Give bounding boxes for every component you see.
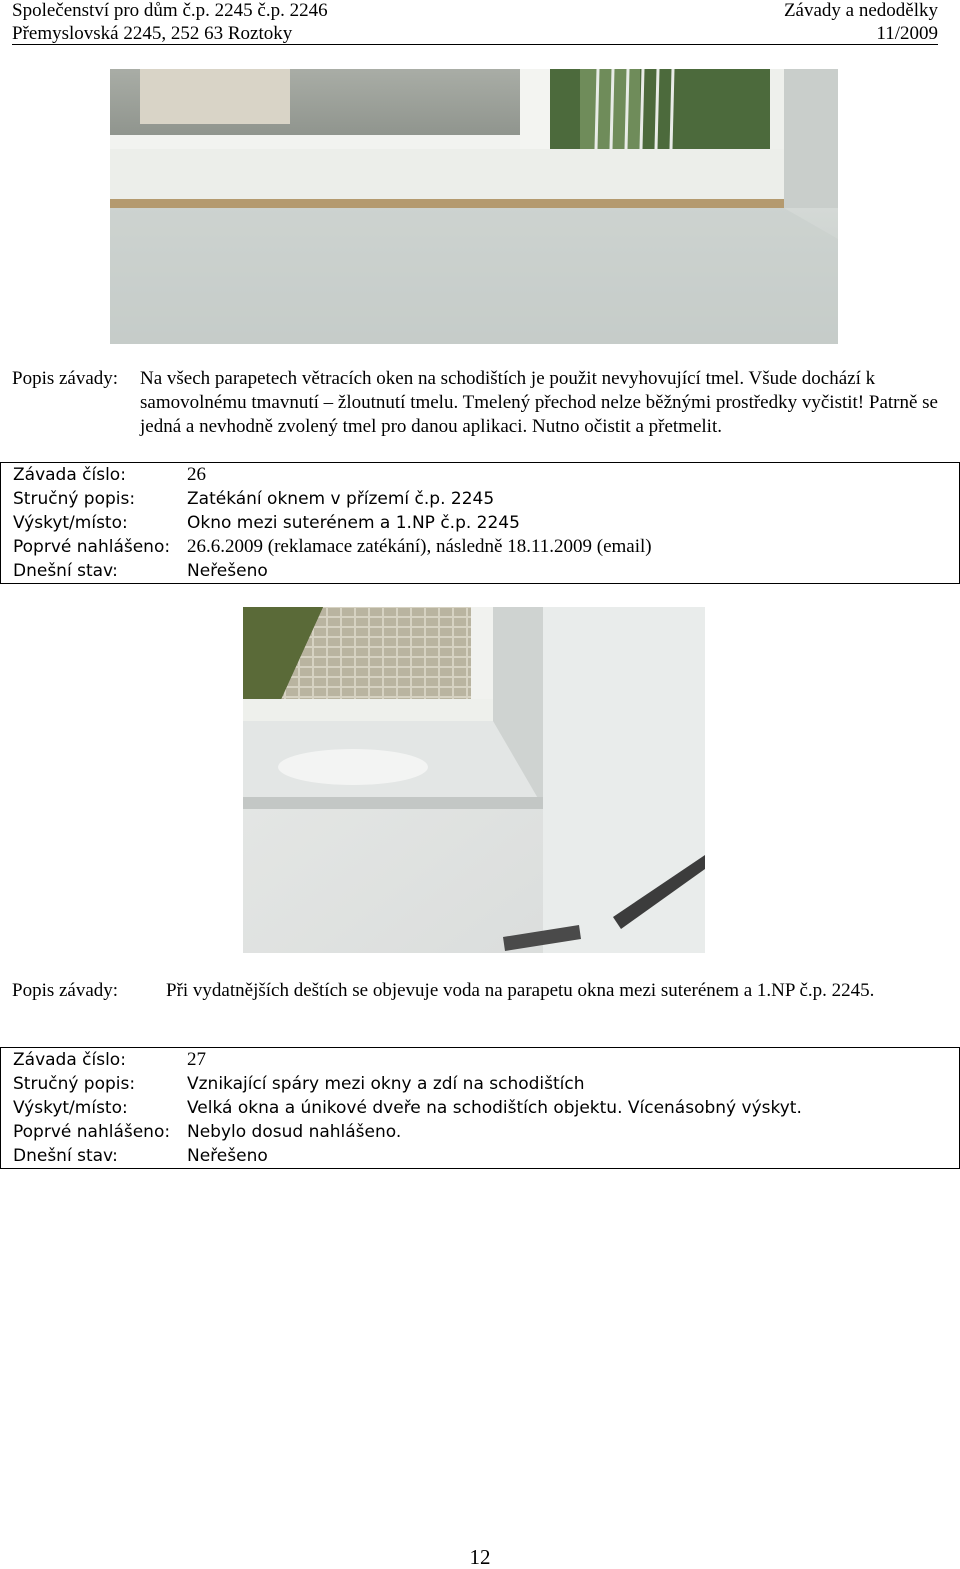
table-row (1, 1072, 960, 1096)
table-row (1, 1144, 960, 1169)
defect-table-27 (0, 1047, 960, 1169)
description-text: Při vydatnějších deštích se objevuje voda na parapetu okna mezi suterénem a 1.NP č.p. 2245. (166, 980, 875, 1001)
row-value: Velká okna a únikové dveře na schodištích objektu. Vícenásobný výskyt. (187, 1098, 802, 1118)
table-row (1, 559, 960, 584)
table-row (1, 1120, 960, 1144)
description-label: Popis závady: (12, 368, 119, 389)
defect-description-25 (12, 367, 938, 439)
row-key: Závada číslo: (13, 1050, 126, 1070)
row-value: 26.6.2009 (reklamace zatékání), následně 18.11.2009 (email) (187, 536, 652, 557)
table-row (1, 511, 960, 535)
row-value: Nebylo dosud nahlášeno. (187, 1122, 402, 1142)
row-value: Vznikající spáry mezi okny a zdí na schodištích (187, 1074, 585, 1094)
row-key: Dnešní stav: (13, 561, 118, 581)
table-row (1, 1096, 960, 1120)
description-text: Na všech parapetech větracích oken na schodištích je použit nevyhovující tmel. Všude dochází k samovolnému tmavnutí – žloutnutí tmelu. Tmelený přechod nelze běžnými prostředky vyčistit! Patrně se jedná a nevhodně zvolený tmel pro danou aplikaci. Nutno očistit a přetmelit. (140, 368, 938, 437)
row-key: Závada číslo: (13, 465, 126, 485)
row-key: Poprvé nahlášeno: (13, 1122, 171, 1142)
row-value: Zatékání oknem v přízemí č.p. 2245 (187, 489, 495, 509)
page-number: 12 (469, 1545, 491, 1569)
defect-description-26 (12, 979, 938, 1003)
photo-window-sill-sealant (110, 69, 838, 344)
row-key: Poprvé nahlášeno: (13, 537, 171, 557)
table-row (1, 487, 960, 511)
table-row (1, 535, 960, 559)
photo-window-water-leak (243, 607, 705, 953)
description-label: Popis závady: (12, 980, 119, 1001)
defect-table-26 (0, 462, 960, 584)
row-value: 27 (187, 1049, 206, 1070)
row-key: Výskyt/místo: (13, 513, 128, 533)
row-value: Okno mezi suterénem a 1.NP č.p. 2245 (187, 513, 520, 533)
header-date: 11/2009 (876, 23, 938, 44)
row-key: Stručný popis: (13, 489, 136, 509)
header-association: Společenství pro dům č.p. 2245 č.p. 2246 (12, 0, 328, 21)
row-key: Stručný popis: (13, 1074, 136, 1094)
page-header (12, 0, 938, 45)
row-value: Neřešeno (187, 561, 268, 581)
row-value: Neřešeno (187, 1146, 268, 1166)
row-key: Dnešní stav: (13, 1146, 118, 1166)
row-value: 26 (187, 464, 206, 485)
header-document-title: Závady a nedodělky (783, 0, 938, 21)
row-key: Výskyt/místo: (13, 1098, 128, 1118)
header-address: Přemyslovská 2245, 252 63 Roztoky (12, 23, 293, 44)
table-row (1, 463, 960, 488)
table-row (1, 1048, 960, 1073)
